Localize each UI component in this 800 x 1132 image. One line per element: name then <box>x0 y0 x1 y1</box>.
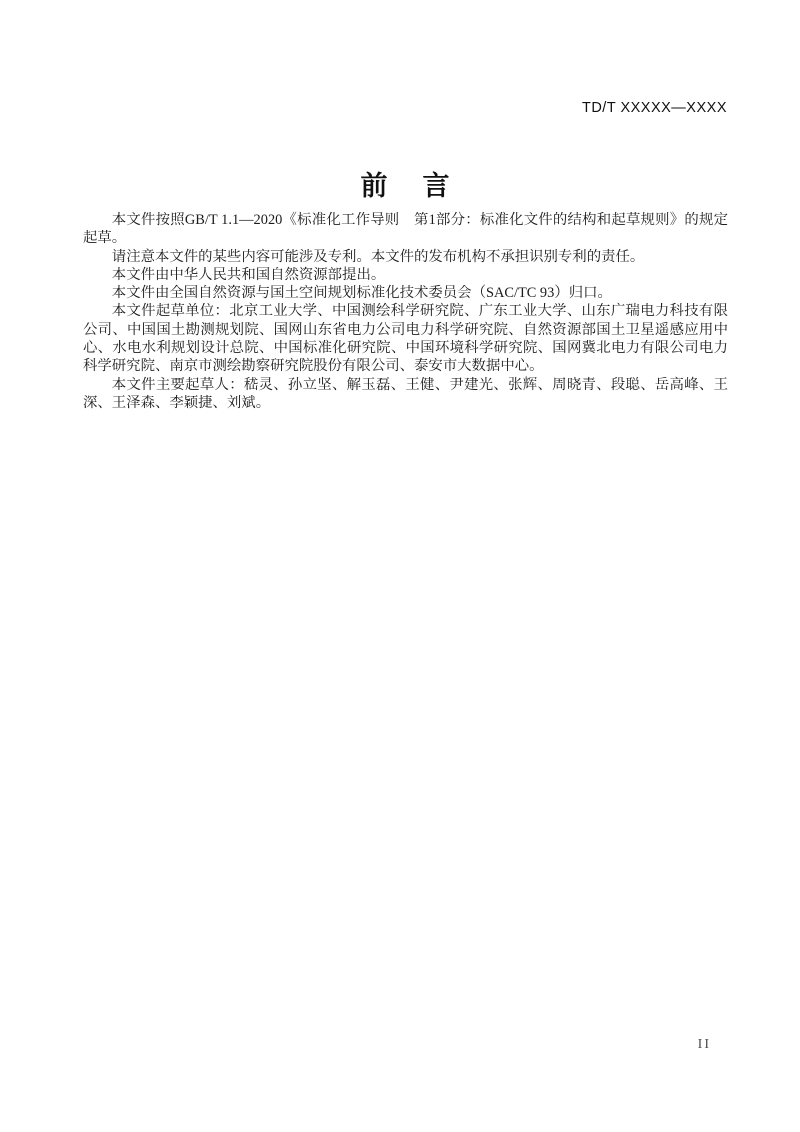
paragraph-patent-notice: 请注意本文件的某些内容可能涉及专利。本文件的发布机构不承担识别专利的责任。 <box>111 248 645 265</box>
paragraph-drafting-organizations: 本文件起草单位：北京工业大学、中国测绘科学研究院、广东工业大学、山东广瑞电力科技有限公司、中国国土勘测规划院、国网山东省电力公司电力科学研究院、自然资源部国土卫星遥感应用中心、水电水利规划设计总院、中国标准化研究院、中国环境科学研究院、国网冀北电力有限公司电力科学研究院、南京市测绘勘察研究院股份有限公司、泰安市大数据中心。 <box>83 303 728 375</box>
paragraph-drafting-rules: 本文件按照GB/T 1.1—2020《标准化工作导则 第1部分：标准化文件的结构和起草规则》的规定起草。 <box>83 212 728 247</box>
standard-number-header: TD/T XXXXX—XXXX <box>581 100 727 116</box>
paragraph-proposed-by: 本文件由中华人民共和国自然资源部提出。 <box>111 266 386 283</box>
foreword-title: 前言 <box>360 171 485 201</box>
paragraph-main-drafters: 本文件主要起草人：嵇灵、孙立坚、解玉磊、王健、尹建光、张辉、周晓青、段聪、岳高峰、王深、王泽森、李颖捷、刘斌。 <box>83 376 728 411</box>
foreword-body <box>83 211 728 412</box>
page-number: II <box>697 1037 711 1052</box>
paragraph-centralized-by: 本文件由全国自然资源与国土空间规划标准化技术委员会（SAC/TC 93）归口。 <box>111 285 612 302</box>
